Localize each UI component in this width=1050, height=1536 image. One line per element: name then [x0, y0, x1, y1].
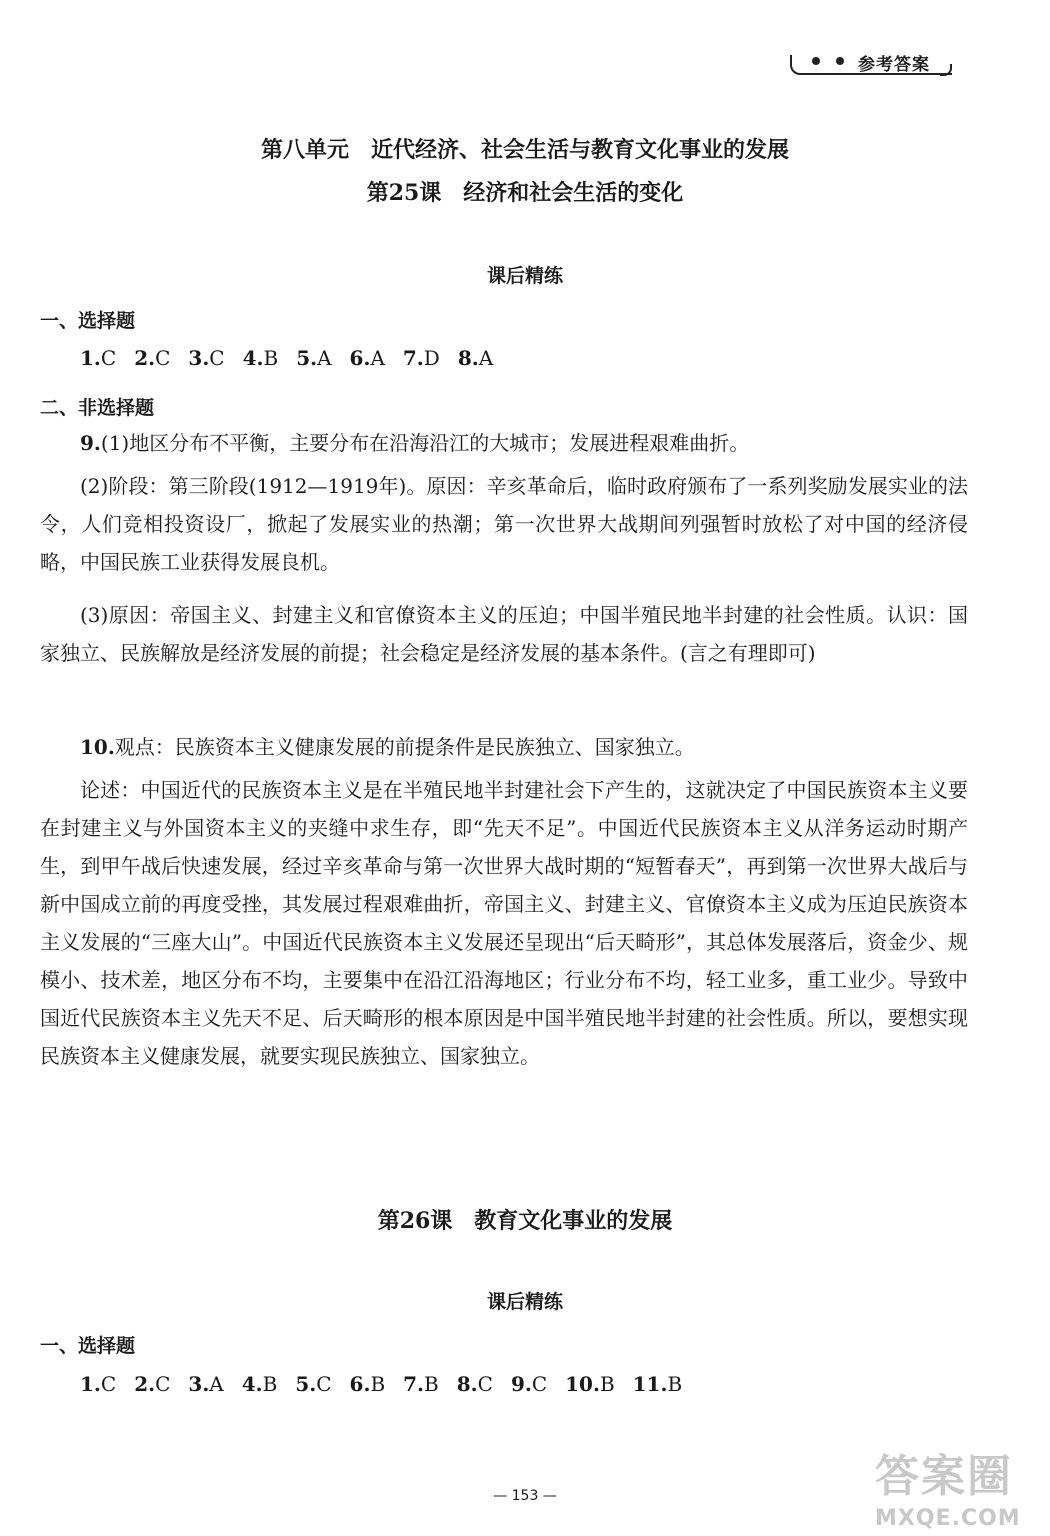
- answer-number: 5.: [296, 346, 318, 370]
- q10-argument: 论述：中国近代的民族资本主义是在半殖民地半封建社会下产生的，这就决定了中国民族资本主义要在封建主义与外国资本主义的夹缝中求生存，即“先天不足”。中国近代民族资本主义从洋务运动时期产生，到甲午战后快速发展，经过辛亥革命与第一次世界大战时期的“短暂春天”，再到第一次世界大战后与新中国成立前的再度受挫，其发展过程艰难曲折，帝国主义、封建主义、官僚资本主义成为压迫民族资本主义发展的“三座大山”。中国近代民族资本主义发展还呈现出“后天畸形”，其总体发展落后，资金少、规模小、技术差，地区分布不均，主要集中在沿江沿海地区；行业分布不均，轻工业多，重工业少。导致中国近代民族资本主义先天不足、后天畸形的根本原因是中国半殖民地半封建的社会性质。所以，要想实现民族资本主义健康发展，就要实现民族独立、国家独立。: [40, 778, 968, 1068]
- lesson25-section-choice: 一、选择题: [40, 310, 136, 332]
- answer-item: [403, 346, 440, 370]
- answer-letter: D: [423, 346, 440, 370]
- answer-item: [80, 346, 116, 370]
- answer-number: 7.: [403, 1372, 425, 1396]
- page-number: — 153 —: [493, 1488, 557, 1504]
- answer-item: [458, 346, 493, 370]
- answer-number: 3.: [188, 1372, 210, 1396]
- answer-item: [242, 1372, 278, 1396]
- answer-item: [188, 1372, 223, 1396]
- answer-number: 3.: [188, 346, 210, 370]
- answer-item: [350, 1372, 386, 1396]
- answer-letter: B: [262, 1372, 278, 1396]
- watermark-bottom: MXQE.COM: [875, 1506, 1021, 1531]
- answer-number: 11.: [632, 1372, 668, 1396]
- answer-letter: C: [100, 1372, 117, 1396]
- lesson26-choice-answers: [80, 1372, 700, 1396]
- header-tag-text: 参考答案: [858, 55, 930, 75]
- answer-number: 9.: [510, 1372, 532, 1396]
- answer-number: 8.: [457, 346, 479, 370]
- lesson26-title: 第26课 教育文化事业的发展: [377, 1208, 673, 1234]
- lesson25-subtitle: 课后精练: [486, 265, 563, 287]
- q9-number: 9.: [80, 431, 101, 455]
- q9-part3: (3)原因：帝国主义、封建主义和官僚资本主义的压迫；中国半殖民地半封建的社会性质。认识：国家独立、民族解放是经济发展的前提；社会稳定是经济发展的基本条件。(言之有理即可): [40, 603, 968, 665]
- answer-letter: C: [100, 346, 117, 370]
- answer-letter: A: [478, 346, 494, 370]
- answer-number: 4.: [242, 346, 264, 370]
- q9-part1: 9.(1)地区分布不平衡，主要分布在沿海沿江的大城市；发展进程艰难曲折。: [80, 431, 750, 455]
- answer-letter: B: [263, 346, 279, 370]
- answer-letter: B: [667, 1372, 683, 1396]
- watermark-top: 答案圈: [875, 1451, 1013, 1502]
- answer-item: [457, 1372, 493, 1396]
- answer-number: 6.: [349, 346, 371, 370]
- lesson25-title: 第25课 经济和社会生活的变化: [366, 180, 684, 206]
- answer-letter: B: [424, 1372, 439, 1396]
- answer-item: [80, 1372, 116, 1396]
- q10-number: 10.: [80, 735, 115, 759]
- answer-item: [243, 346, 279, 370]
- answer-number: 1.: [80, 346, 101, 370]
- answer-letter: A: [209, 1372, 224, 1396]
- answer-letter: C: [316, 1372, 332, 1396]
- answer-letter: C: [209, 346, 225, 370]
- q10-viewpoint: 10.观点：民族资本主义健康发展的前提条件是民族独立、国家独立。: [80, 735, 695, 759]
- lesson26-section-choice: 一、选择题: [40, 1335, 136, 1357]
- answer-item: [350, 346, 385, 370]
- answer-number: 8.: [456, 1372, 478, 1396]
- answer-letter: C: [155, 346, 171, 370]
- header-dot-icon: [836, 57, 844, 65]
- lesson25-choice-answers: [80, 346, 511, 370]
- watermark-logo: [875, 1440, 1045, 1530]
- header-answer-tag: [790, 50, 960, 74]
- answer-item: [134, 1372, 170, 1396]
- answer-number: 4.: [241, 1372, 263, 1396]
- answer-letter: B: [370, 1372, 386, 1396]
- answer-letter: C: [155, 1372, 171, 1396]
- answer-item: [511, 1372, 547, 1396]
- answer-number: 2.: [134, 346, 156, 370]
- answer-item: [295, 1372, 331, 1396]
- answer-letter: C: [531, 1372, 548, 1396]
- q9-part2: (2)阶段：第三阶段(1912—1919年)。原因：辛亥革命后，临时政府颁布了一系列奖励发展实业的法令，人们竞相投资设厂，掀起了发展实业的热潮；第一次世界大战期间列强暂时放松了对中国的经济侵略，中国民族工业获得发展良机。: [40, 474, 968, 574]
- answer-item: [403, 1372, 439, 1396]
- answer-item: [296, 346, 331, 370]
- answer-item: [134, 346, 170, 370]
- answer-letter: C: [477, 1372, 493, 1396]
- answer-letter: A: [317, 346, 332, 370]
- lesson26-subtitle: 课后精练: [486, 1291, 563, 1313]
- answer-number: 1.: [80, 1372, 101, 1396]
- unit-title: 第八单元 近代经济、社会生活与教育文化事业的发展: [260, 137, 789, 163]
- answer-number: 6.: [349, 1372, 371, 1396]
- answer-item: [633, 1372, 683, 1396]
- answer-number: 7.: [402, 346, 424, 370]
- answer-item: [188, 346, 224, 370]
- lesson25-section-nonchoice: 二、非选择题: [40, 397, 155, 419]
- answer-number: 2.: [134, 1372, 156, 1396]
- answer-number: 5.: [295, 1372, 317, 1396]
- header-dot-icon: [812, 57, 820, 65]
- answer-number: 10.: [565, 1372, 600, 1396]
- answer-letter: A: [370, 346, 385, 370]
- answer-letter: B: [599, 1372, 615, 1396]
- answer-item: [565, 1372, 615, 1396]
